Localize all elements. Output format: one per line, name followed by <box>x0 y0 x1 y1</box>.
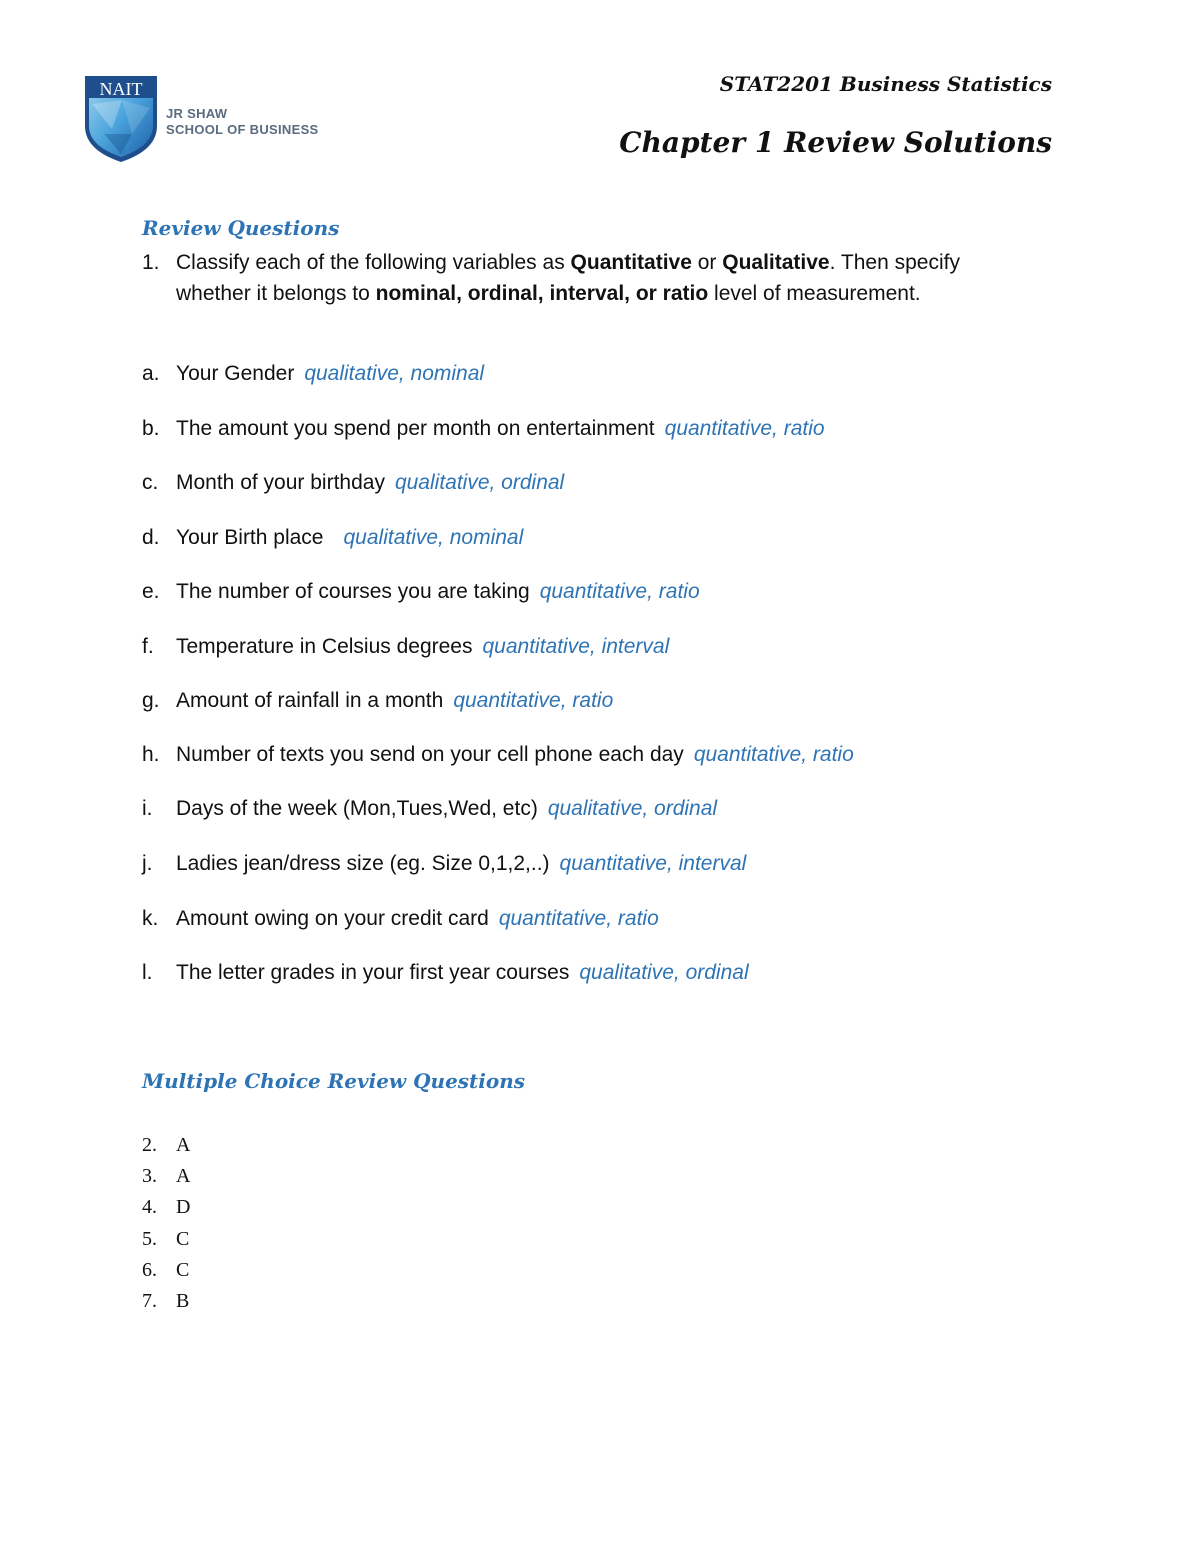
list-item: 5. C <box>142 1227 190 1250</box>
chapter-title: Chapter 1 Review Solutions <box>619 126 1052 159</box>
answer: quantitative, interval <box>559 852 747 875</box>
answer: quantitative, interval <box>482 635 670 658</box>
answer: qualitative, nominal <box>304 362 485 385</box>
answer: quantitative, ratio <box>693 743 854 766</box>
answer: qualitative, nominal <box>343 526 524 549</box>
list-item: 3. A <box>142 1165 191 1188</box>
list-item: 6. C <box>142 1258 190 1281</box>
list-item: d. Your Birth place qualitative, nominal <box>142 526 524 549</box>
answer: quantitative, ratio <box>539 580 700 603</box>
logo-line-2: SCHOOL OF BUSINESS <box>166 122 319 137</box>
list-item: l. The letter grades in your first year courses qualitative, ordinal <box>142 961 749 984</box>
logo-line-1: JR SHAW <box>166 106 228 121</box>
answer: quantitative, ratio <box>664 417 825 440</box>
list-item: 4. D <box>142 1196 191 1219</box>
list-item: k. Amount owing on your credit card quantitative, ratio <box>142 907 659 930</box>
list-item: 2. A <box>142 1134 191 1156</box>
shield-icon <box>82 74 160 164</box>
question-number: 1. <box>142 251 160 274</box>
answer: quantitative, ratio <box>498 907 659 930</box>
review-questions-heading: Review Questions <box>142 216 340 240</box>
list-item: e. The number of courses you are taking quantitative, ratio <box>142 580 700 603</box>
list-item: j. Ladies jean/dress size (eg. Size 0,1,2,..) quantitative, interval <box>142 852 747 875</box>
answer: qualitative, ordinal <box>547 797 718 820</box>
answer: quantitative, ratio <box>453 689 614 712</box>
question-1 <box>142 247 1022 309</box>
list-item: h. Number of texts you send on your cell phone each day quantitative, ratio <box>142 743 854 766</box>
course-title: STAT2201 Business Statistics <box>719 72 1052 96</box>
list-item: g. Amount of rainfall in a month quantitative, ratio <box>142 689 614 712</box>
question-text: Classify each of the following variables as Quantitative or Qualitative. Then specify whether it belongs to nominal, ordinal, interval, or ratio level of measurement. <box>176 251 960 305</box>
svg-text:NAIT: NAIT <box>99 79 143 99</box>
answer: qualitative, ordinal <box>394 471 565 494</box>
list-item: c. Month of your birthday qualitative, ordinal <box>142 471 565 494</box>
list-item: f. Temperature in Celsius degrees quantitative, interval <box>142 635 670 658</box>
school-logo <box>82 74 320 164</box>
list-item: 7. B <box>142 1290 190 1313</box>
multiple-choice-heading: Multiple Choice Review Questions <box>142 1069 526 1093</box>
answer: qualitative, ordinal <box>579 961 749 984</box>
list-item: i. Days of the week (Mon,Tues,Wed, etc) qualitative, ordinal <box>142 797 718 820</box>
list-item: b. The amount you spend per month on entertainment quantitative, ratio <box>142 417 825 440</box>
multiple-choice-answers <box>142 1130 190 1317</box>
list-item: a. Your Gender qualitative, nominal <box>142 362 485 385</box>
